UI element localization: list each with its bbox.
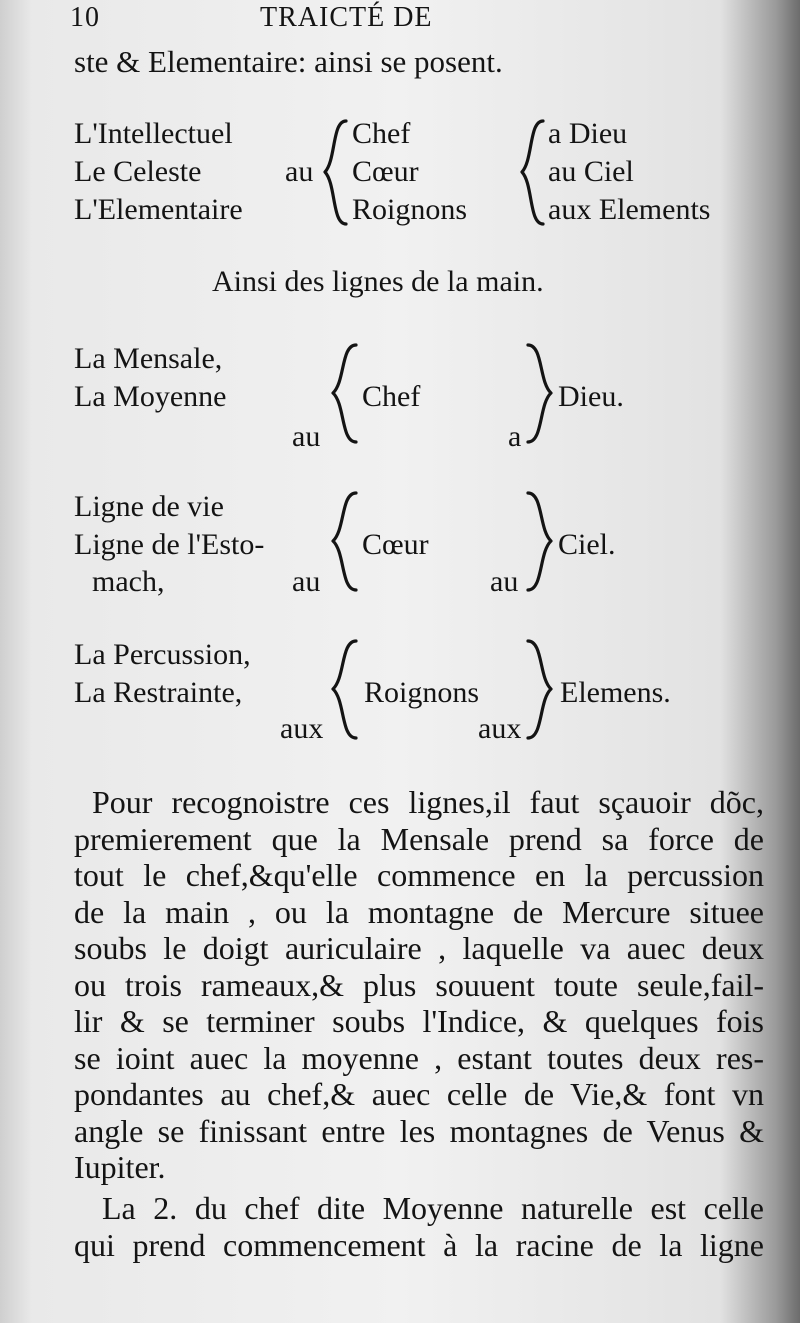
page-number: 10 (70, 2, 100, 33)
brace-icon (326, 490, 362, 594)
text-line: se ioint auec la moyenne , estant toutes deux res- (74, 1039, 764, 1076)
text-line: lir & se terminer soubs l'Indice, & quelques fois (74, 1003, 764, 1039)
group2-line1: Ligne de vie (74, 490, 224, 523)
brace-icon (522, 490, 558, 594)
group2-right-connector: au (490, 565, 519, 598)
text-line: qui prend commencement à la racine de la ligne (74, 1226, 764, 1263)
paragraph-1 (74, 784, 764, 1186)
text-line: soubs le doigt auriculaire , laquelle va auec deux (74, 930, 764, 966)
group3-line1: La Percussion, (74, 638, 251, 671)
table1-row2-col1: Le Celeste (74, 155, 202, 188)
table1-row2-col3: au Ciel (548, 155, 634, 188)
paragraph-2 (74, 1190, 764, 1263)
text-line: premierement que la Mensale prend sa force de (74, 820, 764, 857)
group1-target: Dieu. (558, 380, 624, 413)
running-title: TRAICTÉ DE (260, 2, 433, 33)
brace-icon (318, 118, 352, 228)
text-line: de la main , ou la montagne de Mercure situee (74, 893, 764, 930)
group1-line1: La Mensale, (74, 342, 223, 375)
group3-part: Roignons (364, 676, 480, 709)
group3-left-connector: aux (280, 712, 324, 745)
group2-line2: Ligne de l'Esto- (74, 528, 265, 561)
group3-line2: La Restrainte, (74, 676, 243, 709)
text-line: Iupiter. (74, 1149, 166, 1185)
group1-line2: La Moyenne (74, 380, 227, 413)
intro-line: ste & Elementaire: ainsi se posent. (74, 44, 503, 79)
brace-icon (522, 342, 558, 446)
table1-connector: au (285, 155, 314, 188)
table1-row1-col3: a Dieu (548, 117, 628, 150)
section-heading: Ainsi des lignes de la main. (212, 265, 544, 298)
group2-left-connector: au (292, 565, 321, 598)
brace-icon (326, 342, 362, 446)
text-line: ou trois rameaux,& plus souuent toute seule,fail- (74, 966, 764, 1003)
group3-right-connector: aux (478, 712, 522, 745)
table1-row3-col3: aux Elements (548, 193, 711, 226)
table1-row3-col2: Roignons (352, 193, 468, 226)
group1-right-connector: a (508, 420, 522, 453)
group1-part: Chef (362, 380, 421, 413)
group2-line3: mach, (92, 565, 165, 598)
text-line: angle se finissant entre les montagnes de Venus & (74, 1112, 764, 1149)
group2-part: Cœur (362, 528, 429, 561)
table1-row1-col2: Chef (352, 117, 411, 150)
group1-left-connector: au (292, 420, 321, 453)
text-line: La 2. du chef dite Moyenne naturelle est celle (102, 1190, 764, 1226)
table1-row1-col1: L'Intellectuel (74, 117, 233, 150)
table1-row3-col1: L'Elementaire (74, 193, 243, 226)
text-line: pondantes au chef,& auec celle de Vie,& font vn (74, 1076, 764, 1112)
group2-target: Ciel. (558, 528, 616, 561)
table1-row2-col2: Cœur (352, 155, 419, 188)
text-line: tout le chef,&qu'elle commence en la percussion (74, 857, 764, 893)
text-line: Pour recognoistre ces lignes,il faut sçauoir dõc, (92, 784, 764, 820)
brace-icon (522, 638, 558, 742)
brace-icon (515, 118, 549, 228)
brace-icon (326, 638, 362, 742)
group3-target: Elemens. (560, 676, 671, 709)
